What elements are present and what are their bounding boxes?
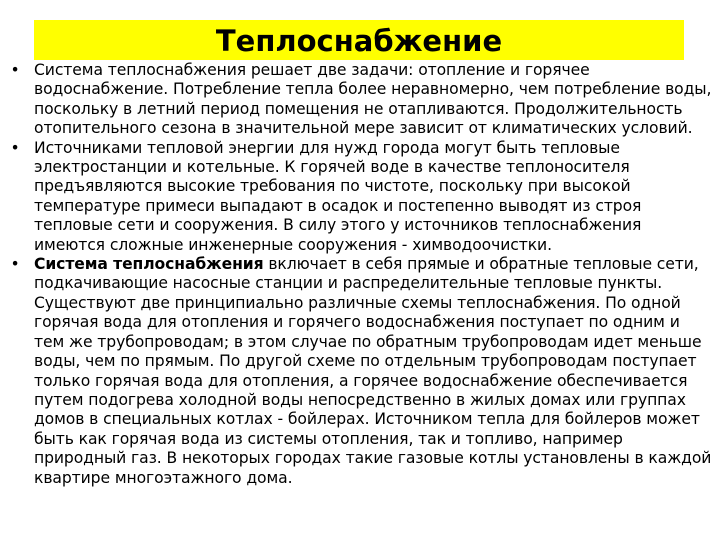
bullet-icon: [8, 139, 22, 158]
bullet-item: [0, 61, 720, 139]
page-title: Теплоснабжение: [215, 24, 503, 58]
bullet-list: [0, 61, 720, 488]
bullet-text: [34, 255, 712, 488]
bullet-item: [0, 139, 720, 255]
bullet-icon: [8, 61, 22, 80]
bullet-text: Система теплоснабжения решает две задачи: отопление и горячее водоснабжение. Потребление тепла более неравномерно, чем потребление воды, поскольку в летний период помещения не отапливаются. Продолжительность отопительного сезона в значительной мере зависит от климатических условий.: [34, 61, 712, 138]
bullet-text: Источниками тепловой энергии для нужд города могут быть тепловые электростанции и котельные. К горячей воде в качестве теплоносителя предъявляются высокие требования по чистоте, поскольку при высокой температуре примеси выпадают в осадок и постепенно выводят из строя тепловые сети и сооружения. В силу этого у источников теплоснабжения имеются сложные инженерные сооружения - химводоочистки.: [34, 138, 642, 254]
bullet-body: включает в себя прямые и обратные тепловые сети, подкачивающие насосные станции и распределительные тепловые пункты. Существуют две принципиально различные схемы теплоснабжения. По одной горячая вода для отопления и горячего водоснабжения поступает по одним и тем же трубопроводам; в этом случае по обратным трубопроводам идет меньше воды, чем по прямым. По другой схеме по отдельным трубопроводам поступает только горячая вода для отопления, а горячее водоснабжение обеспечивается путем подогрева холодной воды непосредственно в жилых домах или группах домов в специальных котлах - бойлерах. Источником тепла для бойлеров может быть как горячая вода из системы отопления, так и топливо, например природный газ. В некоторых городах такие газовые котлы установлены в каждой квартире многоэтажного дома.: [34, 255, 712, 487]
title-banner: [34, 20, 684, 60]
bullet-item: [0, 255, 720, 488]
bullet-lead-term: Система теплоснабжения: [34, 255, 264, 274]
bullet-icon: [8, 255, 22, 274]
